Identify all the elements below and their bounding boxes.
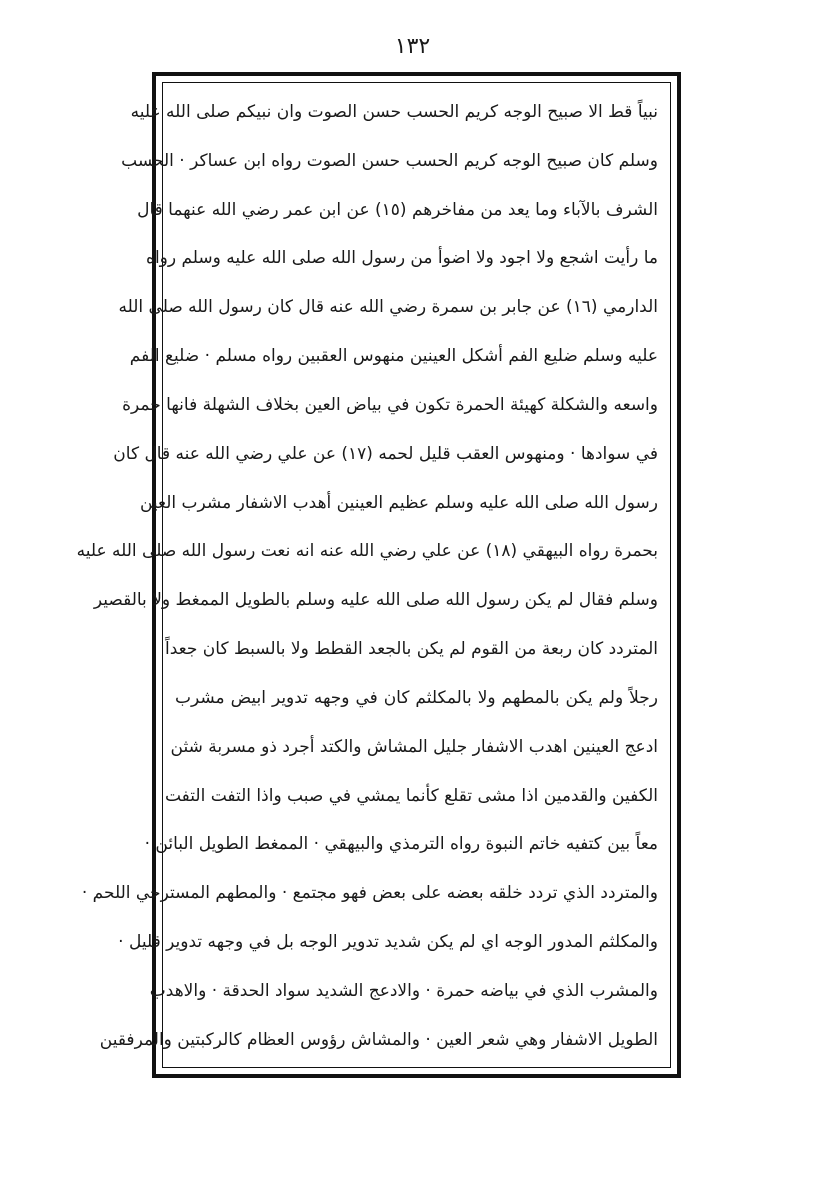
page-number: ١٣٢ bbox=[394, 34, 431, 59]
page-frame-outer bbox=[76, 72, 681, 1078]
text-line: في سوادها · ومنهوس العقب قليل لحمه (١٧) عن علي رضي الله عنه قال كان bbox=[113, 443, 658, 464]
text-line: الكفين والقدمين اذا مشى تقلع كأنما يمشي في صبب واذا التفت التفت bbox=[164, 785, 658, 806]
text-line: بحمرة رواه البيهقي (١٨) عن علي رضي الله عنه انه نعت رسول الله صلى الله عليه bbox=[76, 541, 658, 562]
text-line: ما رأيت اشجع ولا اجود ولا اضوأ من رسول الله صلى الله عليه وسلم رواه bbox=[146, 248, 658, 269]
text-line: نبياً قط الا صبيح الوجه كريم الحسب حسن الصوت وان نبيكم صلى الله عليه bbox=[130, 102, 658, 122]
text-body bbox=[76, 97, 658, 1055]
text-line: الشرف بالآباء وما يعد من مفاخرهم (١٥) عن ابن عمر رضي الله عنهما قال bbox=[137, 199, 658, 220]
text-line: عليه وسلم ضليع الفم أشكل العينين منهوس العقبين رواه مسلم · ضليع الفم bbox=[129, 346, 658, 367]
text-line: والمكلثم المدور الوجه اي لم يكن شديد تدوير الوجه بل في وجهه تدوير قليل · bbox=[118, 932, 658, 953]
text-line: وسلم كان صبيح الوجه كريم الحسب حسن الصوت رواه ابن عساكر · الحسب bbox=[121, 150, 658, 171]
text-line: واسعه والشكلة كهيئة الحمرة تكون في بياض العين بخلاف الشهلة فانها حمرة bbox=[122, 394, 658, 415]
page-frame-inner bbox=[76, 82, 671, 1068]
text-line: ادعج العينين اهدب الاشفار جليل المشاش والكتد أجرد ذو مسربة شثن bbox=[170, 736, 658, 757]
text-line: والمشرب الذي في بياضه حمرة · والادعج الشديد سواد الحدقة · والاهدب bbox=[149, 980, 658, 1001]
text-line: والمتردد الذي تردد خلقه بعضه على بعض فهو مجتمع · والمطهم المسترخي اللحم · bbox=[81, 883, 658, 904]
text-line: رجلاً ولم يكن بالمطهم ولا بالمكلثم كان في وجهه تدوير ابيض مشرب bbox=[175, 687, 658, 708]
text-line: معاً بين كتفيه خاتم النبوة رواه الترمذي والبيهقي · الممغط الطويل البائن · bbox=[144, 834, 658, 855]
text-line: المتردد كان ربعة من القوم لم يكن بالجعد القطط ولا بالسبط كان جعداً bbox=[165, 639, 658, 660]
text-line: الطويل الاشفار وهي شعر العين · والمشاش رؤوس العظام كالركبتين والمرفقين bbox=[99, 1029, 658, 1050]
text-line: رسول الله صلى الله عليه وسلم عظيم العينين أهدب الاشفار مشرب العين bbox=[139, 492, 658, 513]
text-line: الدارمي (١٦) عن جابر بن سمرة رضي الله عنه قال كان رسول الله صلى الله bbox=[118, 297, 658, 318]
text-line: وسلم فقال لم يكن رسول الله صلى الله عليه وسلم بالطويل الممغط ولا بالقصير bbox=[93, 590, 658, 611]
